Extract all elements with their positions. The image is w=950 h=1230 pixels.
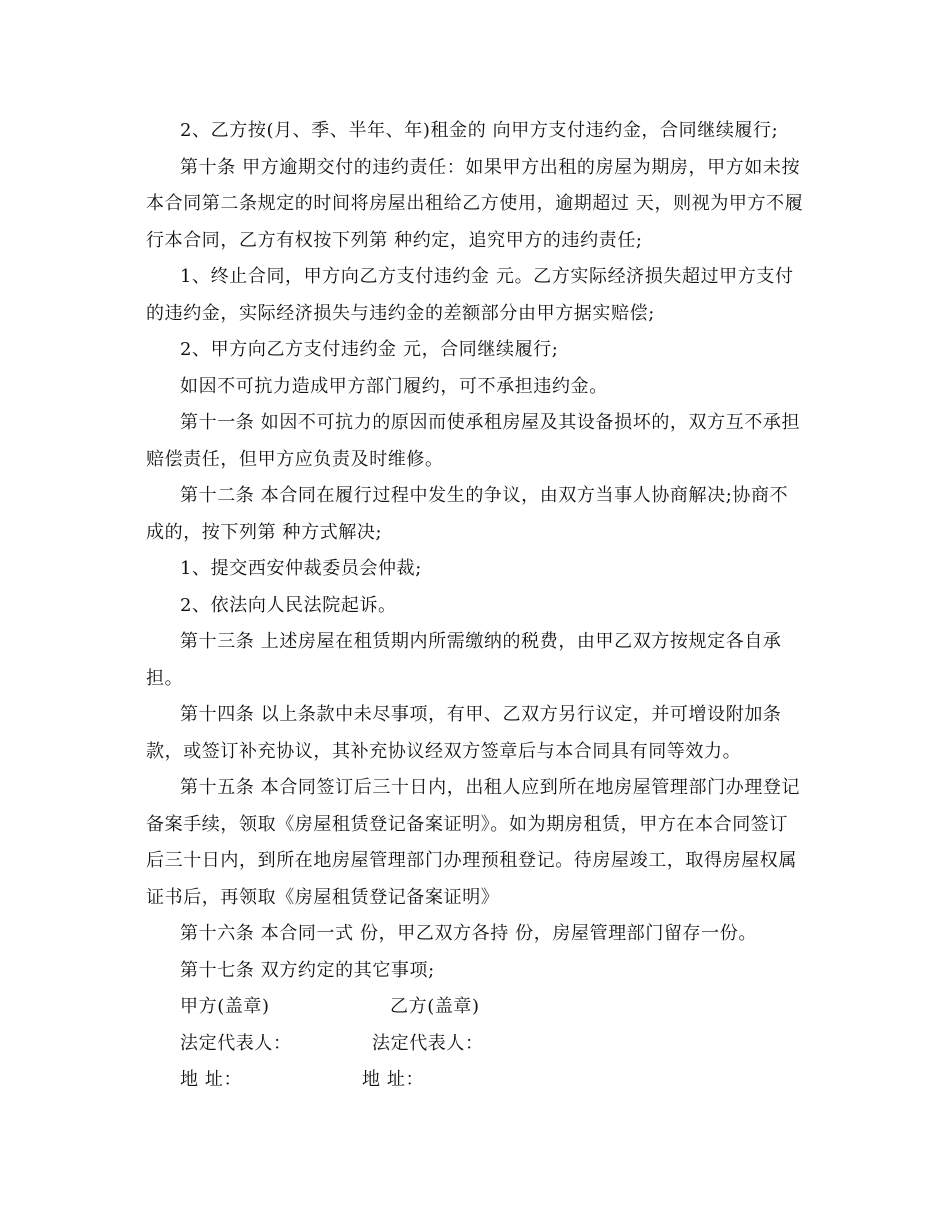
contract-line: 第十六条 本合同一式 份，甲乙双方各持 份，房屋管理部门留存一份。: [180, 923, 757, 944]
contract-line: 的违约金，实际经济损失与违约金的差额部分由甲方据实赔偿;: [146, 302, 655, 324]
contract-line: 第十一条 如因不可抗力的原因而使承租房屋及其设备损坏的，双方互不承担: [180, 412, 801, 433]
signature-row: [146, 989, 806, 1026]
party-b-field-label: 地 址：: [362, 1069, 425, 1090]
contract-line: 第十七条 双方约定的其它事项;: [180, 959, 435, 981]
contract-line: 2、依法向人民法院起诉。: [180, 594, 397, 616]
party-a-field-label: 甲方(盖章): [180, 996, 270, 1017]
party-b-field-label: 法定代表人：: [372, 1032, 484, 1054]
party-b-field-label: 乙方(盖章): [390, 996, 480, 1017]
contract-line: 第十四条 以上条款中未尽事项，有甲、乙双方另行议定，并可增设附加条: [180, 704, 782, 725]
contract-body: [146, 113, 806, 1099]
signature-row: [146, 1062, 806, 1099]
contract-line: 赔偿责任，但甲方应负责及时维修。: [146, 448, 444, 470]
contract-line: 第十二条 本合同在履行过程中发生的争议，由双方当事人协商解决;协商不: [180, 485, 789, 506]
contract-text: [146, 113, 806, 989]
contract-line: 1、提交西安仲裁委员会仲裁;: [180, 558, 422, 579]
contract-line: 2、乙方按(月、季、半年、年)租金的 向甲方支付违约金，合同继续履行;: [180, 120, 779, 141]
contract-line: 担。: [146, 667, 184, 689]
signature-row: [146, 1026, 806, 1063]
contract-line: 证书后，再领取《房屋租赁登记备案证明》: [146, 886, 500, 908]
contract-line: 2、甲方向乙方支付违约金 元，合同继续履行;: [180, 339, 559, 360]
contract-line: 第十三条 上述房屋在租赁期内所需缴纳的税费，由甲乙双方按规定各自承: [180, 631, 782, 652]
contract-line: 备案手续，领取《房屋租赁登记备案证明》。如为期房租赁，甲方在本合同签订: [146, 813, 788, 835]
contract-line: 第十条 甲方逾期交付的违约责任：如果甲方出租的房屋为期房，甲方如未按: [180, 156, 801, 178]
party-a-field-label: 法定代表人：: [180, 1032, 292, 1054]
contract-line: 成的，按下列第 种方式解决;: [146, 521, 383, 543]
contract-line: 第十五条 本合同签订后三十日内，出租人应到所在地房屋管理部门办理登记: [180, 777, 801, 798]
party-a-field-label: 地 址：: [180, 1069, 243, 1090]
contract-line: 款，或签订补充协议，其补充协议经双方签章后与本合同具有同等效力。: [146, 740, 742, 762]
contract-line: 1、终止合同，甲方向乙方支付违约金 元。乙方实际经济损失超过甲方支付: [180, 266, 794, 287]
contract-line: 后三十日内，到所在地房屋管理部门办理预租登记。待房屋竣工，取得房屋权属: [146, 850, 797, 871]
contract-line: 本合同第二条规定的时间将房屋出租给乙方使用，逾期超过 天，则视为甲方不履: [146, 193, 804, 214]
contract-line: 如因不可抗力造成甲方部门履约，可不承担违约金。: [180, 375, 608, 397]
signature-block: [146, 989, 806, 1099]
contract-line: 行本合同，乙方有权按下列第 种约定，追究甲方的违约责任;: [146, 229, 643, 251]
